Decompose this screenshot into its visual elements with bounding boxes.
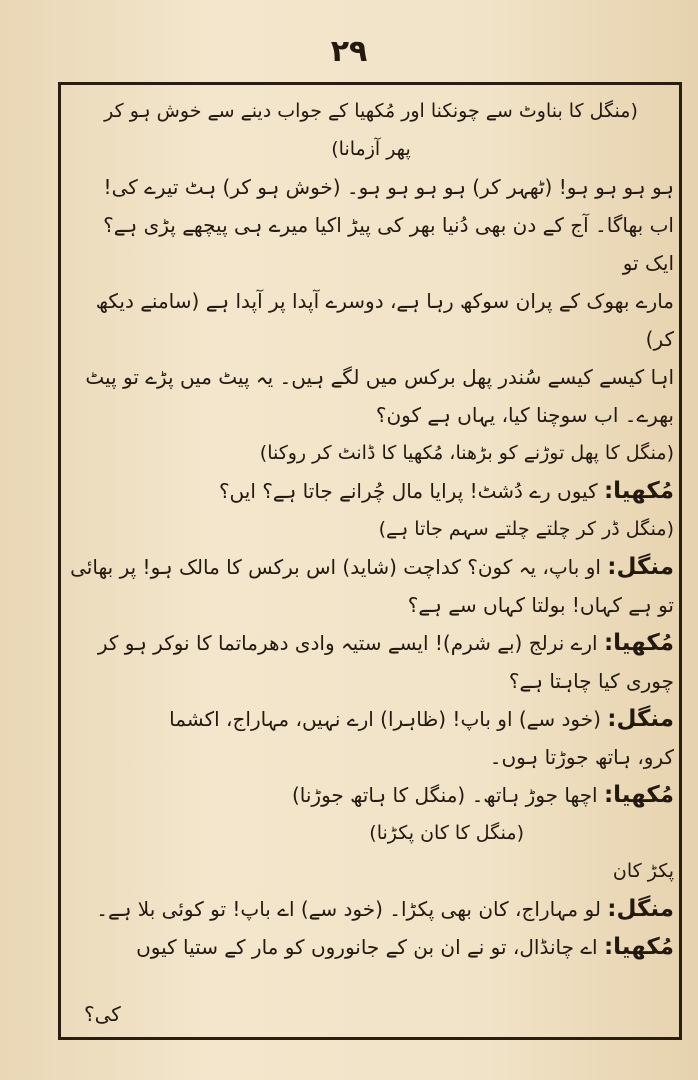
- dialogue-line: [68, 700, 674, 738]
- heading-line-1: (منگل کا بناوٹ سے چونکنا اور مُکھیا کے جواب دینے سے خوش ہو کر: [104, 100, 638, 122]
- text-line: کرو، ہاتھ جوڑتا ہوں۔: [489, 745, 674, 769]
- text-line: چوری کیا چاہتا ہے؟: [508, 669, 674, 693]
- page-content: [68, 92, 674, 966]
- dialogue-text: او باپ، یہ کون؟ کداچت (شاید) اس برکس کا مالک ہو! پر بھائی: [70, 555, 601, 579]
- margin-note: پکڑ کان: [612, 860, 674, 882]
- stage-direction: (منگل کا کان پکڑنا): [369, 822, 524, 844]
- speaker-name: منگل:: [607, 706, 674, 732]
- page-number: ۲۹: [330, 34, 368, 69]
- speaker-name: منگل:: [607, 554, 674, 580]
- speaker-name: مُکھیا:: [603, 478, 674, 504]
- dialogue-text: اچھا جوڑ ہاتھ۔ (منگل کا ہاتھ جوڑنا): [291, 783, 598, 807]
- text-line: اب بھاگا۔ آج کے دن بھی دُنیا بھر کی پیڑ اکیا میرے ہی پیچھے پڑی ہے؟ ایک تو: [103, 213, 674, 275]
- text-line: تو ہے کہاں! بولتا کہاں سے ہے؟: [407, 593, 674, 617]
- heading-line-2: پھر آزمانا): [331, 138, 411, 160]
- dialogue-line: [68, 776, 674, 814]
- speaker-name: مُکھیا:: [603, 630, 674, 656]
- dialogue-line: [68, 928, 674, 966]
- text-line: مارے بھوک کے پران سوکھ رہا ہے، دوسرے آپدا پر آپدا ہے (سامنے دیکھ کر): [95, 289, 674, 351]
- text-line: اہا کیسے کیسے سُندر پھل برکس میں لگے ہیں۔ یہ پیٹ میں پڑے تو پیٹ: [85, 365, 674, 389]
- dialogue-text: کیوں رے دُشٹ! پرایا مال چُرانے جاتا ہے؟ ایں؟: [218, 479, 598, 503]
- stage-direction: (منگل ڈر کر چلتے چلتے سہم جاتا ہے): [378, 518, 674, 540]
- speaker-name: منگل:: [607, 896, 674, 922]
- dialogue-line: [68, 472, 674, 510]
- dialogue-text: اے چانڈال، تو نے ان بن کے جانوروں کو مار کے ستیا کیوں: [136, 935, 598, 959]
- speaker-name: مُکھیا:: [603, 782, 674, 808]
- dialogue-text: لو مہاراج، کان بھی پکڑا۔ (خود سے) اے باپ! تو کوئی بلا ہے۔: [96, 897, 601, 921]
- text-line: بھرے۔ اب سوچنا کیا، یہاں ہے کون؟: [375, 403, 674, 427]
- text-line: ہو ہو ہو ہو! (ٹھہر کر) ہو ہو ہو ہو۔ (خوش ہو کر) ہٹ تیرے کی!: [103, 175, 674, 199]
- dialogue-line: [68, 548, 674, 586]
- speaker-name: مُکھیا:: [603, 934, 674, 960]
- dialogue-text: ارے نرلج (بے شرم)! ایسے ستیہ وادی دھرماتما کا نوکر ہو کر: [97, 631, 598, 655]
- dialogue-line: [68, 624, 674, 662]
- footer-text: کی؟: [84, 1002, 121, 1026]
- dialogue-text: (خود سے) او باپ! (ظاہرا) ارے نہیں، مہاراج، اکشما: [169, 707, 601, 731]
- dialogue-line: [68, 890, 674, 928]
- stage-direction: (منگل کا پھل توڑنے کو بڑھنا، مُکھیا کا ڈانٹ کر روکنا): [259, 442, 674, 464]
